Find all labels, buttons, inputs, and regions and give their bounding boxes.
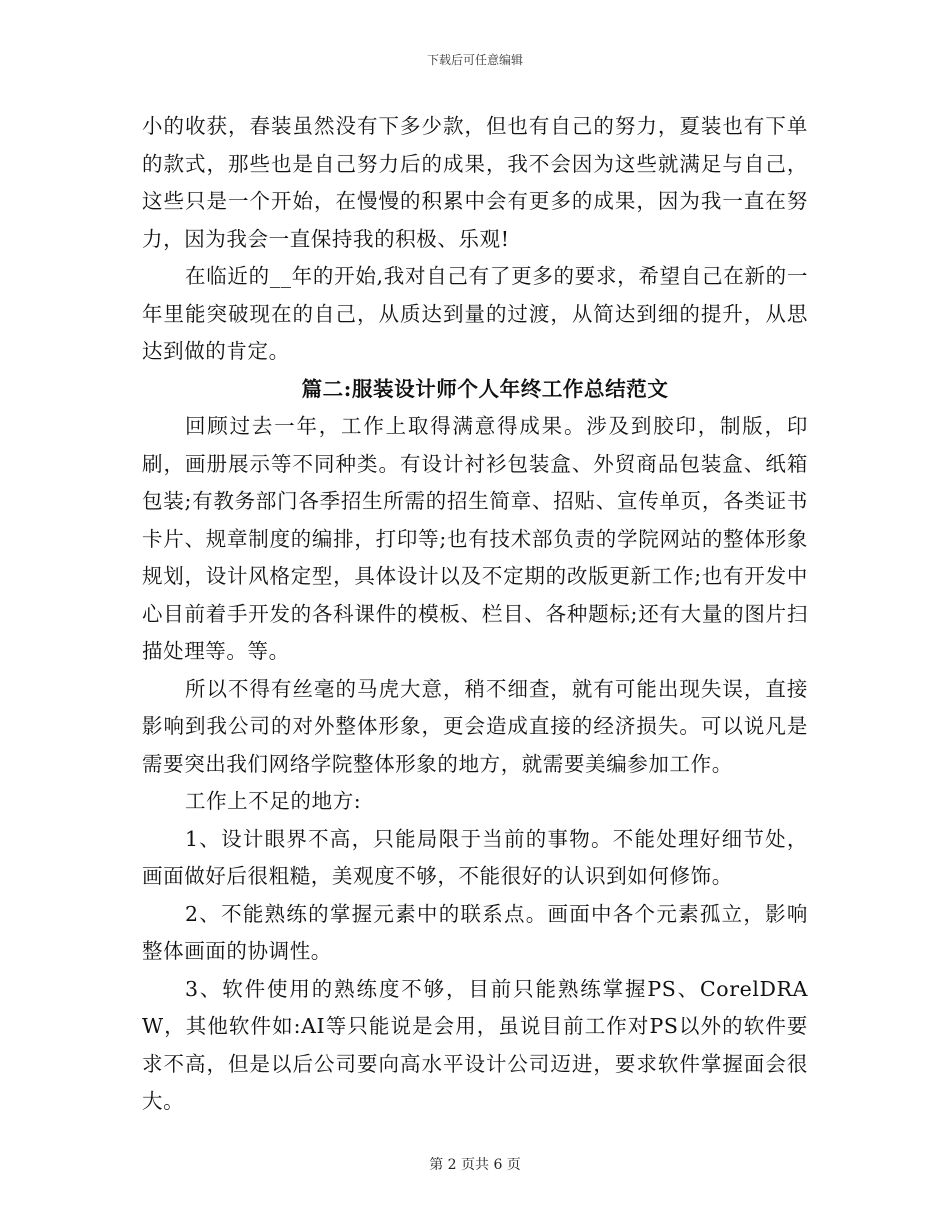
list-item-shortcoming-1: 1、设计眼界不高，只能局限于当前的事物。不能处理好细节处，画面做好后很粗糙，美观度不够，不能很好的认识到如何修饰。 xyxy=(142,826,808,888)
paragraph-shortcomings-heading: 工作上不足的地方: xyxy=(185,789,362,813)
list-item-shortcoming-2: 2、不能熟练的掌握元素中的联系点。画面中各个元素孤立，影响整体画面的协调性。 xyxy=(142,901,808,963)
document-body xyxy=(142,108,808,1121)
paragraph-new-year-goals: 在临近的__年的开始,我对自己有了更多的要求，希望自己在新的一年里能突破现在的自己，从质达到量的过渡，从简达到细的提升，从思达到做的肯定。 xyxy=(142,264,808,363)
paragraph-review: 回顾过去一年，工作上取得满意得成果。涉及到胶印，制版，印刷，画册展示等不同种类。有设计衬衫包装盒、外贸商品包装盒、纸箱包装;有教务部门各季招生所需的招生简章、招贴、宣传单页，各类证书卡片、规章制度的编排，打印等;也有技术部负责的学院网站的整体形象规划，设计风格定型，具体设计以及不定期的改版更新工作;也有开发中心目前着手开发的各科课件的模板、栏目、各种题标;还有大量的图片扫描处理等。等。 xyxy=(142,414,808,663)
page-header: 下载后可任意编辑 xyxy=(426,53,523,67)
paragraph-continuation: 小的收获，春装虽然没有下多少款，但也有自己的努力，夏装也有下单的款式，那些也是自己努力后的成果，我不会因为这些就满足与自己，这些只是一个开始，在慢慢的积累中会有更多的成果，因为我一直在努力，因为我会一直保持我的积极、乐观! xyxy=(142,114,808,251)
page-number: 第 2 页共 6 页 xyxy=(429,1157,521,1173)
paragraph-carefulness: 所以不得有丝毫的马虎大意，稍不细查，就有可能出现失误，直接影响到我公司的对外整体形象，更会造成直接的经济损失。可以说凡是需要突出我们网络学院整体形象的地方，就需要美编参加工作。 xyxy=(142,676,808,776)
section-title: 篇二:服装设计师个人年终工作总结范文 xyxy=(301,376,669,401)
list-item-shortcoming-3: 3、软件使用的熟练度不够，目前只能熟练掌握PS、CorelDRAW，其他软件如:AI等只能说是会用，虽说目前工作对PS以外的软件要求不高，但是以后公司要向高水平设计公司迈进，要求软件掌握面会很大。 xyxy=(142,976,808,1113)
